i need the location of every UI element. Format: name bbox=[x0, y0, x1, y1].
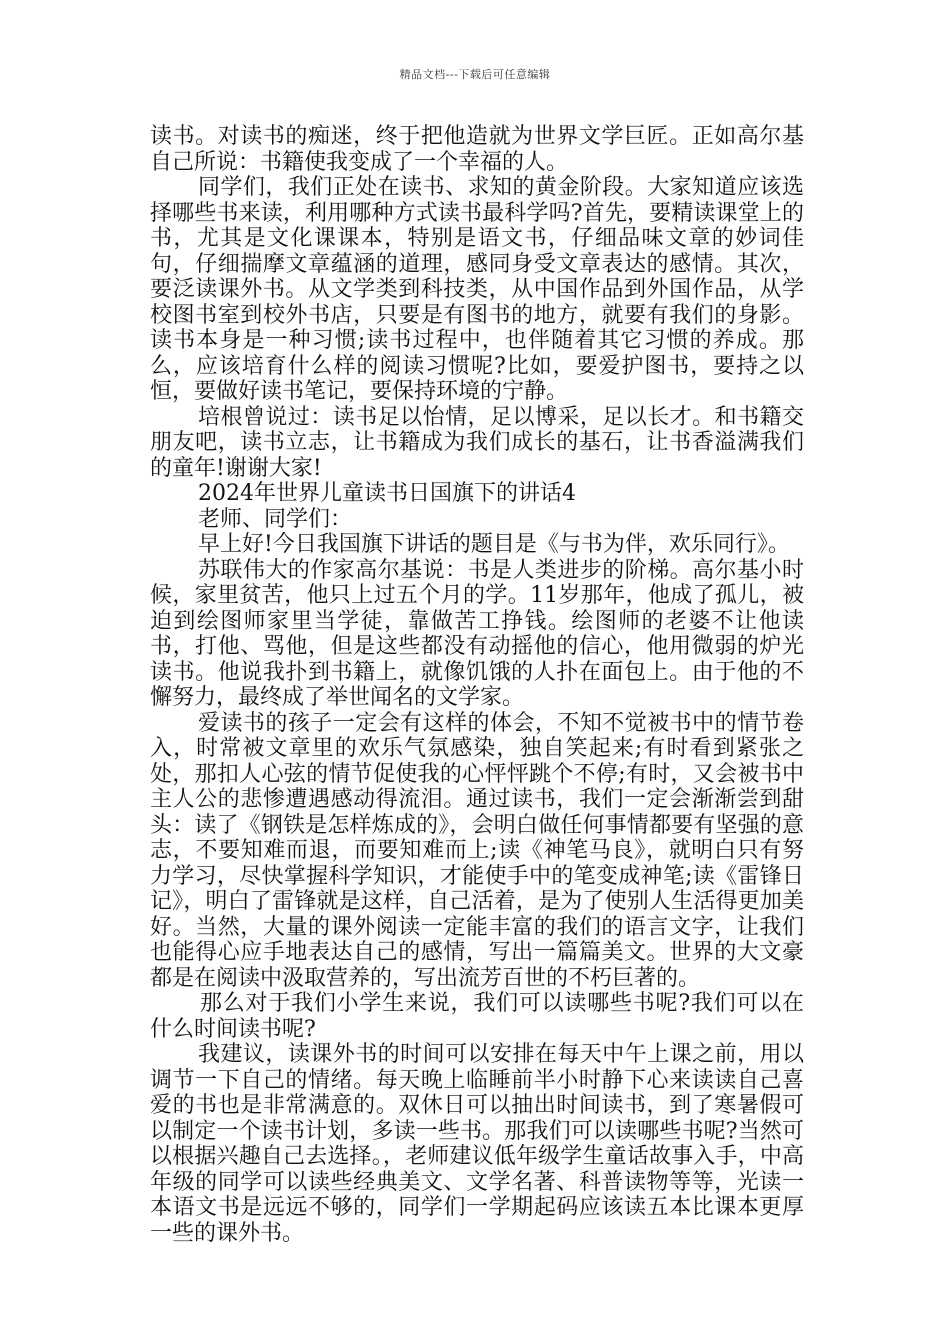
page-header: 精品文档---下载后可任意编辑 bbox=[399, 68, 551, 81]
paragraph: 那么对于我们小学生来说，我们可以读哪些书呢?我们可以在什么时间读书呢? bbox=[150, 991, 804, 1042]
paragraph: 早上好!今日我国旗下讲话的题目是《与书为伴，欢乐同行》。 bbox=[198, 532, 790, 557]
paragraph: 爱读书的孩子一定会有这样的体会，不知不觉被书中的情节卷入，时常被文章里的欢乐气氛感染，独自笑起来;有时看到紧张之处，那扣人心弦的情节促使我的心怦怦跳个不停;有时，又会被书中主人公的悲惨遭遇感动得流泪。通过读书，我们一定会渐渐尝到甜头：读了《钢铁是怎样炼成的》，会明白做任何事情都要有坚强的意志，不要知难而退，而要知难而上;读《神笔马良》，就明白只有努力学习，尽快掌握科学知识，才能使手中的笔变成神笔;读《雷锋日记》，明白了雷锋就是这样，自己活着，是为了使别人生活得更加美好。当然，大量的课外阅读一定能丰富的我们的语言文字，让我们也能得心应手地表达自己的感情，写出一篇篇美文。世界的大文豪都是在阅读中汲取营养的，写出流芳百世的不朽巨著的。 bbox=[150, 710, 804, 991]
paragraph: 培根曾说过：读书足以怡情，足以博采，足以长才。和书籍交朋友吧，读书立志，让书籍成为我们成长的基石，让书香溢满我们的童年!谢谢大家! bbox=[150, 404, 804, 481]
salutation: 老师、同学们： bbox=[198, 506, 353, 532]
paragraph: 我建议，读课外书的时间可以安排在每天中午上课之前，用以调节一下自己的情绪。每天晚上临睡前半小时静下心来读读自己喜爱的书也是非常满意的。双休日可以抽出时间读书，到了寒暑假可以制定一个读书计划，多读一些书。那我们可以读哪些书呢?当然可以根据兴趣自己去选择。，老师建议低年级学生童话故事入手，中高年级的同学可以读些经典美文、文学名著、科普读物等等，光读一本语文书是远远不够的，同学们一学期起码应该读五本比课本更厚一些的课外书。 bbox=[150, 1042, 804, 1246]
paragraph: 读书。对读书的痴迷，终于把他造就为世界文学巨匠。正如高尔基自己所说：书籍使我变成了一个幸福的人。 bbox=[150, 124, 804, 175]
speech-title: 2024年世界儿童读书日国旗下的讲话4 bbox=[198, 481, 576, 506]
paragraph: 同学们，我们正处在读书、求知的黄金阶段。大家知道应该选择哪些书来读，利用哪种方式读书最科学吗?首先，要精读课堂上的书，尤其是文化课课本，特别是语文书，仔细品味文章的妙词佳句，仔细揣摩文章蕴涵的道理，感同身受文章表达的感情。其次，要泛读课外书。从文学类到科技类，从中国作品到外国作品，从学校图书室到校外书店，只要是有图书的地方，就要有我们的身影。读书本身是一种习惯;读书过程中，也伴随着其它习惯的养成。那么，应该培育什么样的阅读习惯呢?比如，要爱护图书，要持之以恒，要做好读书笔记，要保持环境的宁静。 bbox=[150, 175, 804, 404]
document-body bbox=[150, 124, 804, 1246]
paragraph: 苏联伟大的作家高尔基说：书是人类进步的阶梯。高尔基小时候，家里贫苦，他只上过五个月的学。11岁那年，他成了孤儿，被迫到绘图师家里当学徒，靠做苦工挣钱。绘图师的老婆不让他读书，打他、骂他，但是这些都没有动摇他的信心，他用微弱的炉光读书。他说我扑到书籍上，就像饥饿的人扑在面包上。由于他的不懈努力，最终成了举世闻名的文学家。 bbox=[150, 557, 804, 710]
